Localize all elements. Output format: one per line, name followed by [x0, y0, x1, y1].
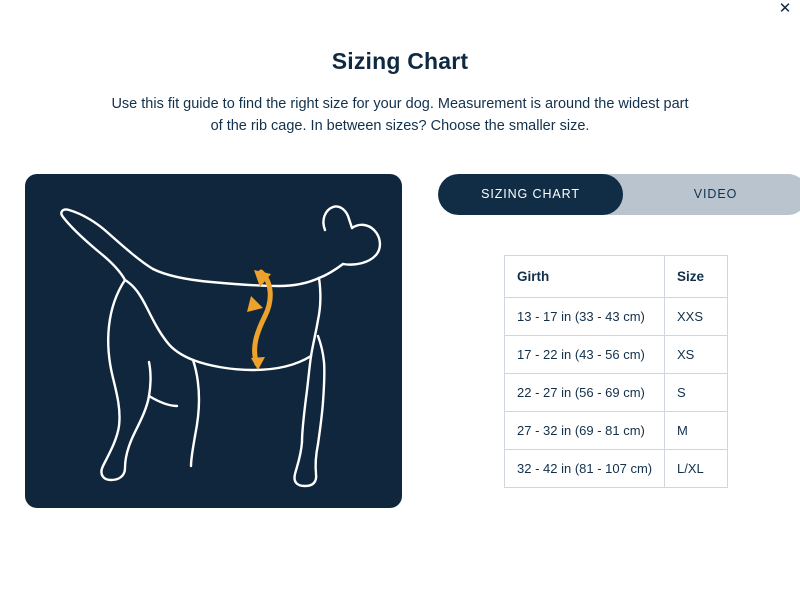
- column-header-size: Size: [665, 255, 728, 297]
- cell-size: XXS: [665, 297, 728, 335]
- size-table-wrapper: [504, 255, 728, 488]
- tab-video[interactable]: VIDEO: [623, 174, 800, 215]
- cell-girth: 13 - 17 in (33 - 43 cm): [505, 297, 665, 335]
- table-row: [505, 335, 728, 373]
- cell-girth: 27 - 32 in (69 - 81 cm): [505, 411, 665, 449]
- cell-size: L/XL: [665, 449, 728, 487]
- sizing-panel: [438, 174, 800, 488]
- tab-group: [438, 174, 800, 215]
- table-header-row: [505, 255, 728, 297]
- table-row: [505, 373, 728, 411]
- modal-content: [0, 174, 800, 508]
- column-header-girth: Girth: [505, 255, 665, 297]
- cell-size: M: [665, 411, 728, 449]
- cell-girth: 32 - 42 in (81 - 107 cm): [505, 449, 665, 487]
- table-row: [505, 411, 728, 449]
- dog-outline-path: [61, 206, 380, 486]
- cell-size: S: [665, 373, 728, 411]
- table-row: [505, 449, 728, 487]
- dog-illustration: [25, 174, 402, 508]
- cell-girth: 17 - 22 in (43 - 56 cm): [505, 335, 665, 373]
- table-row: [505, 297, 728, 335]
- cell-size: XS: [665, 335, 728, 373]
- tab-sizing-chart[interactable]: SIZING CHART: [438, 174, 623, 215]
- modal-description: Use this fit guide to find the right size for your dog. Measurement is around the widest part of the rib cage. In between sizes? Choose the smaller size.: [111, 96, 689, 135]
- size-table: [504, 255, 728, 488]
- cell-girth: 22 - 27 in (56 - 69 cm): [505, 373, 665, 411]
- close-icon[interactable]: ✕: [776, 0, 794, 18]
- page-title: Sizing Chart: [331, 48, 469, 74]
